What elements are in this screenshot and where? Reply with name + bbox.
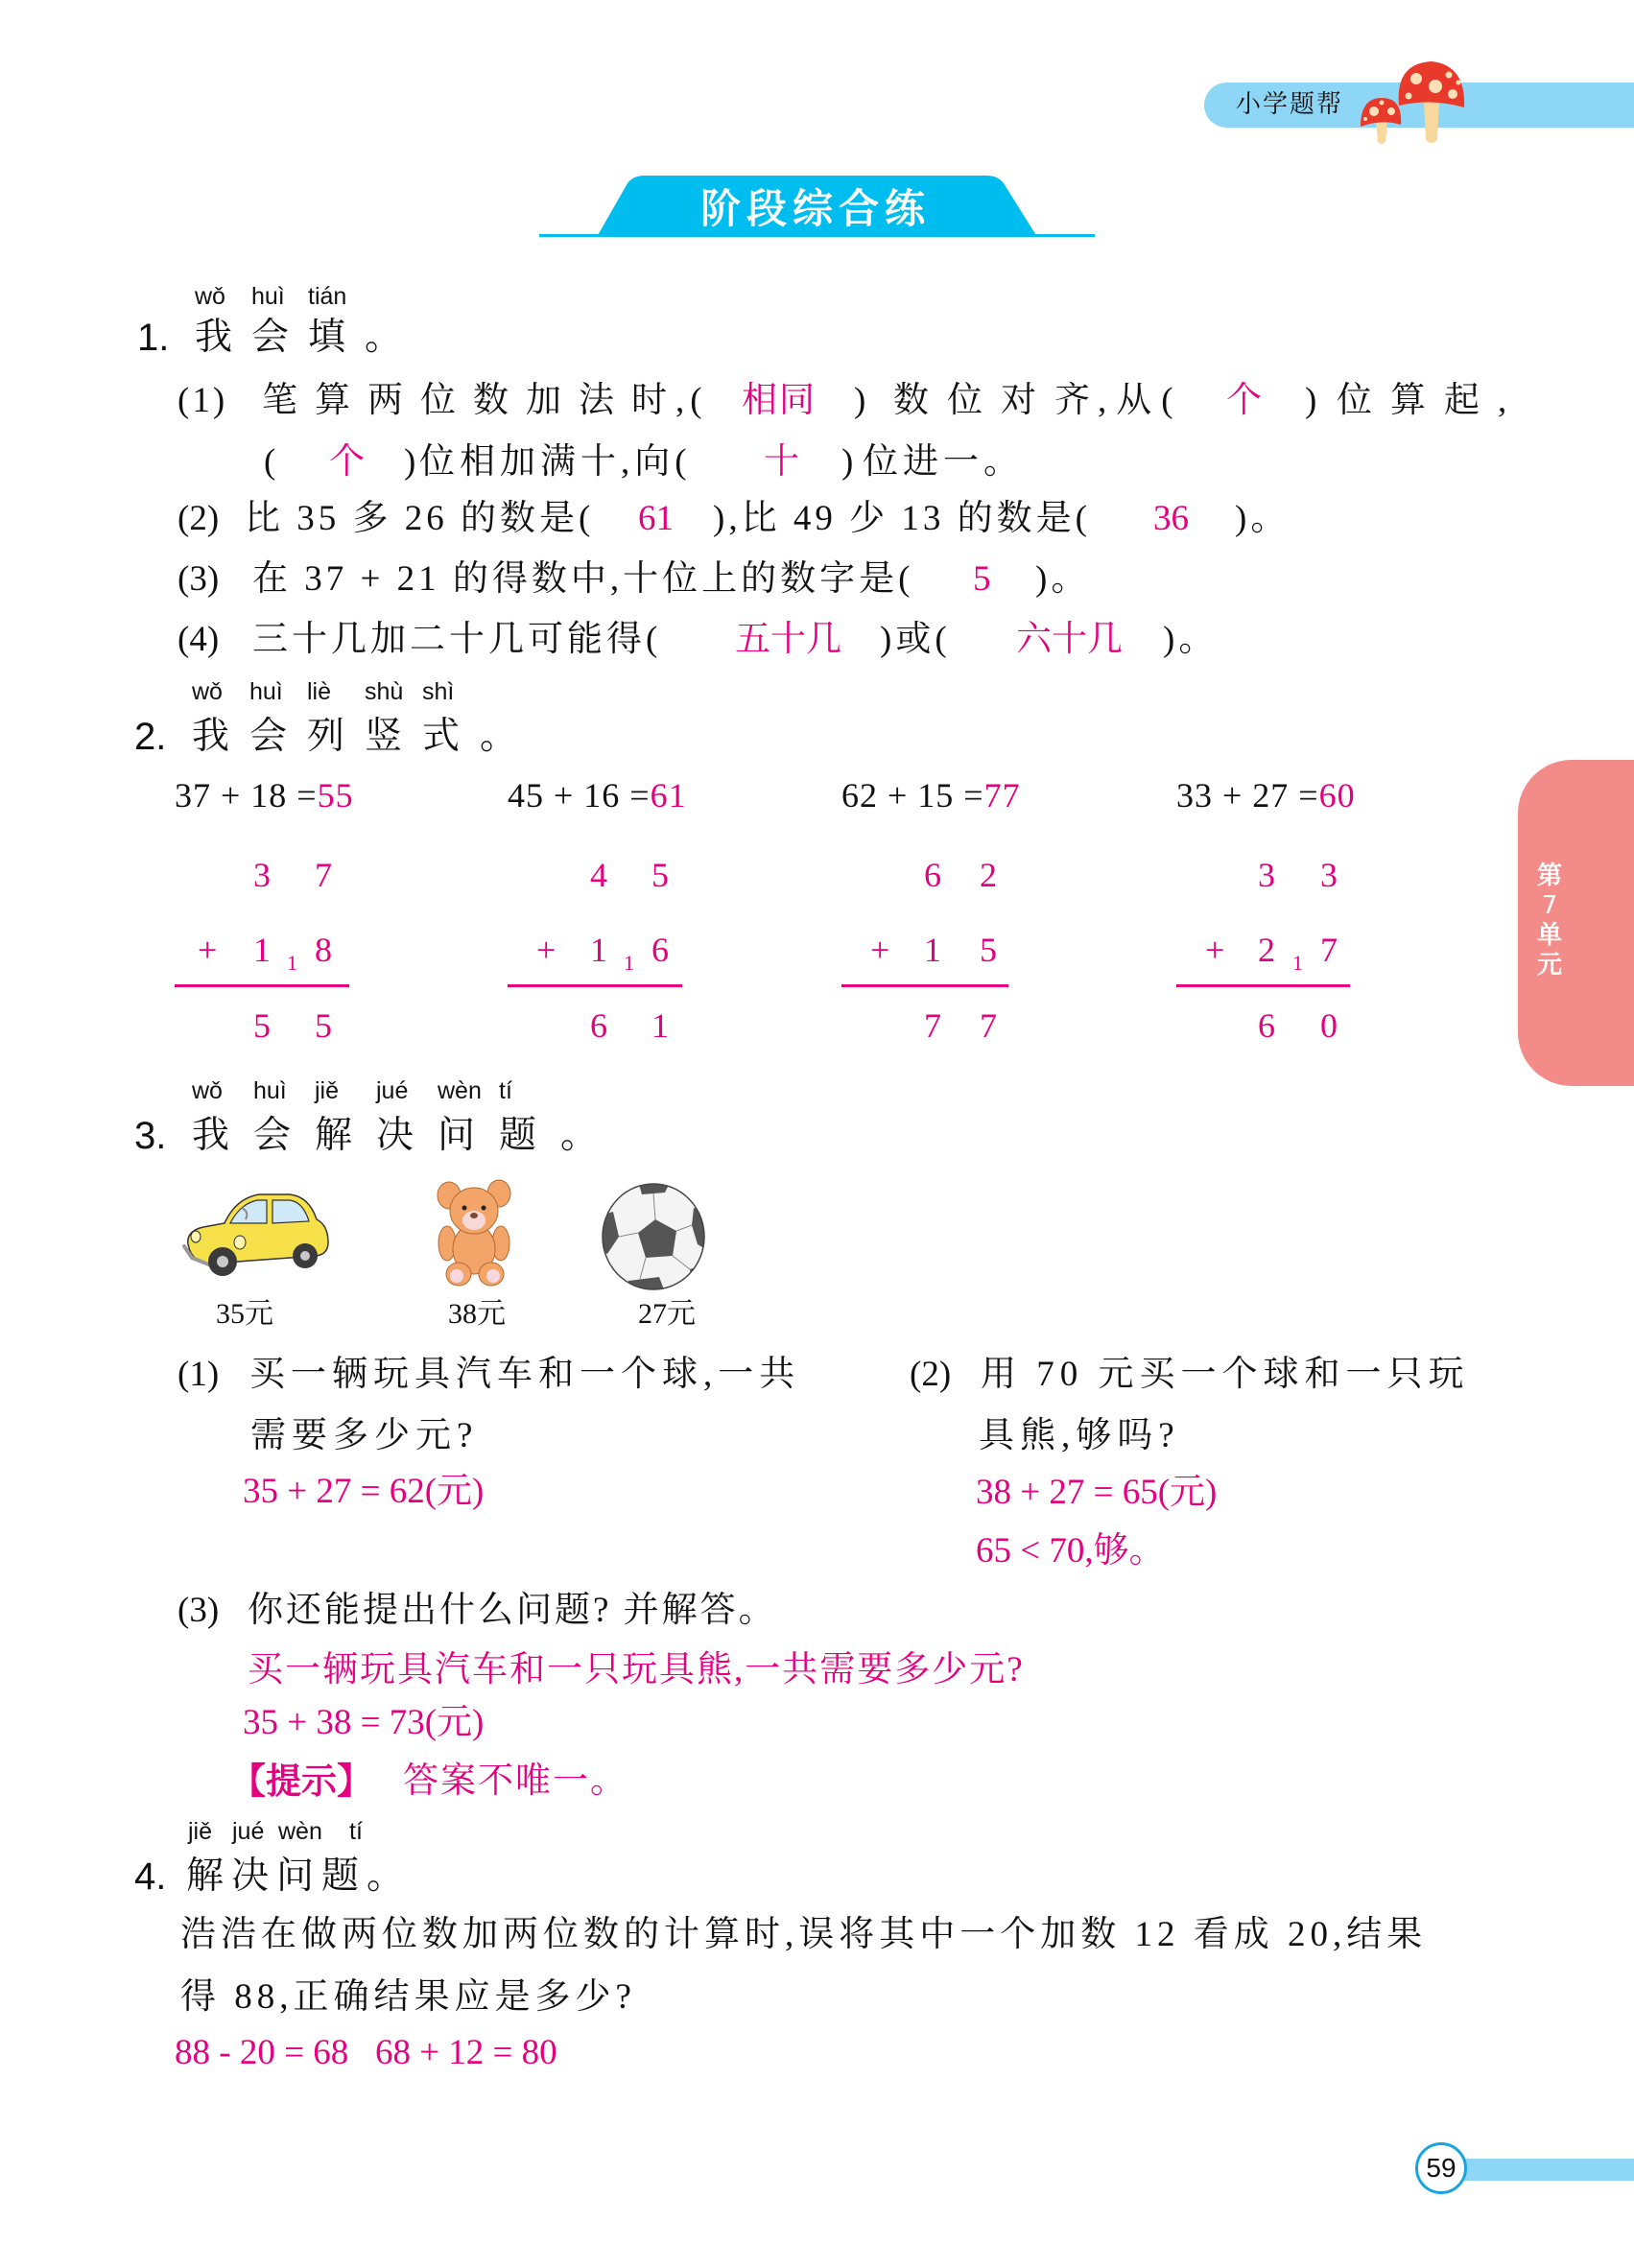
heading-char: 。 <box>365 317 403 358</box>
unit-tab-char: 第 <box>1536 862 1562 890</box>
digit: 3 <box>253 856 271 894</box>
heading-char: 决 <box>376 1115 414 1156</box>
digit: 5 <box>315 1006 332 1045</box>
digit: 4 <box>590 856 607 894</box>
q1-heading <box>137 315 421 361</box>
digit: 6 <box>651 931 669 969</box>
question-text: 买一辆玩具汽车和一个球,一共 <box>249 1355 801 1394</box>
item-label: (1) <box>178 1355 220 1394</box>
toy-car-icon <box>182 1187 332 1281</box>
question-number: 3. <box>134 1114 167 1157</box>
question-text: ) <box>841 442 854 482</box>
digit: 2 <box>1258 931 1275 969</box>
vertical-calculation <box>841 774 1033 1052</box>
heading-char: 问 <box>438 1115 476 1156</box>
teddy-bear-icon <box>434 1176 514 1288</box>
pinyin-syllable: jué <box>376 1077 409 1104</box>
question-text: 位算起, <box>1337 381 1526 420</box>
equation-expression: 62 + 15 = <box>841 776 984 815</box>
plus-sign: + <box>1205 931 1225 969</box>
question-text: 三十几加二十几可能得( <box>252 620 662 659</box>
pinyin-syllable: wǒ <box>195 283 225 310</box>
pinyin-syllable: wǒ <box>192 678 223 705</box>
answer-question: 买一辆玩具汽车和一只玩具熊,一共需要多少元? <box>248 1650 1025 1689</box>
item-label: (3) <box>178 1591 220 1630</box>
heading-char: 。 <box>480 716 518 757</box>
page-title: 阶段综合练 <box>699 185 931 232</box>
heading-char: 解 <box>315 1115 353 1156</box>
digit: 1 <box>651 1006 669 1045</box>
question-text: 笔算两位数加法时 <box>262 381 684 420</box>
question-text: 数位对齐 <box>893 381 1108 420</box>
heading-char: 。 <box>367 1855 405 1897</box>
pinyin-syllable: tián <box>308 283 347 310</box>
price-label: 38元 <box>448 1298 506 1330</box>
heading-char: 会 <box>249 716 288 757</box>
item-label: (3) <box>178 559 220 599</box>
answer-text: 六十几 <box>1016 620 1123 659</box>
answer-text: 个 <box>1226 381 1262 420</box>
vertical-calculation <box>1176 774 1368 1052</box>
soccer-ball-icon <box>600 1181 707 1292</box>
question-text: 位进一。 <box>863 442 1024 482</box>
pinyin-syllable: wèn <box>278 1818 322 1845</box>
unit-tab-char: 元 <box>1536 951 1562 980</box>
q2-heading <box>134 714 537 760</box>
question-text: ) <box>404 442 416 482</box>
question-text: 在 37 + 21 的得数中,十位上的数字是( <box>252 559 914 599</box>
equation <box>508 774 687 816</box>
question-text: 用 70 元买一个球和一只玩 <box>981 1355 1470 1394</box>
q3-pinyin <box>192 1075 560 1106</box>
heading-char: 解 <box>186 1855 225 1897</box>
question-number: 1. <box>137 316 170 359</box>
plus-sign: + <box>870 931 890 969</box>
question-text: 具熊,够吗? <box>979 1416 1180 1455</box>
unit-tab-char: 单 <box>1536 921 1562 950</box>
heading-char: 式 <box>422 716 461 757</box>
sum-line <box>1176 984 1350 987</box>
digit: 7 <box>1320 931 1338 969</box>
plus-sign: + <box>198 931 218 969</box>
digit: 1 <box>253 931 271 969</box>
heading-char: 。 <box>560 1115 599 1156</box>
heading-char: 题 <box>321 1855 360 1897</box>
digit: 6 <box>590 1006 607 1045</box>
question-text: )。 <box>1235 499 1291 538</box>
carry-digit: 1 <box>624 951 634 975</box>
item-label: (2) <box>910 1355 952 1394</box>
q3-heading <box>134 1113 622 1159</box>
heading-char: 填 <box>308 317 346 358</box>
carry-digit: 1 <box>287 951 297 975</box>
heading-char: 问 <box>276 1855 315 1897</box>
question-text: ) <box>854 381 866 420</box>
price-label: 35元 <box>216 1298 273 1330</box>
question-text: )。 <box>1035 559 1091 599</box>
pinyin-syllable: shù <box>365 678 404 705</box>
carry-digit: 1 <box>1292 951 1303 975</box>
digit: 1 <box>924 931 941 969</box>
heading-char: 决 <box>231 1855 270 1897</box>
question-text: 你还能提出什么问题? 并解答。 <box>248 1591 777 1630</box>
question-text: ) <box>1305 381 1317 420</box>
question-text: 位相加满十,向( <box>419 442 692 482</box>
answer-text: 35 + 27 = 62(元) <box>243 1472 485 1511</box>
heading-char: 列 <box>307 716 345 757</box>
digit: 7 <box>980 1006 997 1045</box>
pinyin-syllable: shì <box>422 678 455 705</box>
pinyin-syllable: tí <box>349 1818 363 1845</box>
question-text: 得 88,正确结果应是多少? <box>180 1977 636 2017</box>
hint-text: 答案不唯一。 <box>403 1761 628 1801</box>
unit-tab-char: 7 <box>1541 891 1558 920</box>
answer-text: 36 <box>1153 499 1189 538</box>
digit: 8 <box>315 931 332 969</box>
digit: 7 <box>315 856 332 894</box>
answer-text: 65 < 70,够。 <box>976 1531 1165 1571</box>
question-number: 4. <box>134 1855 167 1898</box>
item-label: (2) <box>178 499 220 538</box>
question-number: 2. <box>134 715 167 758</box>
answer-text: 十 <box>764 442 799 482</box>
heading-char: 会 <box>251 317 290 358</box>
vertical-calculation <box>508 774 699 1052</box>
question-text: 比 35 多 26 的数是( <box>245 499 595 538</box>
q4-heading <box>134 1854 412 1900</box>
heading-char: 我 <box>192 716 230 757</box>
question-text: ,( <box>675 381 708 420</box>
sum-line <box>841 984 1008 987</box>
question-text: )或( <box>880 620 951 659</box>
hint-label: 【提示】 <box>230 1760 372 1802</box>
vertical-calculation <box>175 774 367 1052</box>
item-label: (1) <box>178 381 228 420</box>
pinyin-syllable: wǒ <box>192 1077 223 1104</box>
answer-text: 88 - 20 = 68 68 + 12 = 80 <box>175 2033 557 2072</box>
digit: 6 <box>1258 1006 1275 1045</box>
pinyin-syllable: jiě <box>188 1818 213 1845</box>
answer-text: 五十几 <box>735 620 841 659</box>
question-text: )。 <box>1163 620 1219 659</box>
price-label: 27元 <box>638 1298 696 1330</box>
digit: 3 <box>1258 856 1275 894</box>
sum-line <box>175 984 349 987</box>
equation <box>841 774 1021 816</box>
pinyin-syllable: jiě <box>315 1077 340 1104</box>
answer-text: 个 <box>329 442 365 482</box>
answer-text: 61 <box>638 499 674 538</box>
mushroom-icon <box>1353 58 1468 146</box>
question-text: ,从( <box>1098 381 1183 420</box>
item-label: (4) <box>178 620 220 659</box>
pinyin-syllable: liè <box>307 678 332 705</box>
question-text: ( <box>264 442 276 482</box>
pinyin-syllable: huì <box>251 283 285 310</box>
digit: 3 <box>1320 856 1338 894</box>
page-footer-bar <box>1458 2159 1634 2181</box>
q4-pinyin <box>188 1816 388 1847</box>
heading-char: 我 <box>192 1115 230 1156</box>
heading-char: 会 <box>253 1115 292 1156</box>
question-text: 需要多少元? <box>250 1416 479 1455</box>
digit: 0 <box>1320 1006 1338 1045</box>
heading-char: 我 <box>195 317 233 358</box>
heading-char: 题 <box>499 1115 537 1156</box>
equation-answer: 61 <box>650 776 687 815</box>
pinyin-syllable: huì <box>253 1077 287 1104</box>
equation-answer: 77 <box>983 776 1021 815</box>
digit: 5 <box>651 856 669 894</box>
unit-tab <box>1518 760 1634 1086</box>
equation-answer: 60 <box>1318 776 1356 815</box>
equation-expression: 45 + 16 = <box>508 776 651 815</box>
question-text: 浩浩在做两位数加两位数的计算时,误将其中一个加数 12 看成 20,结果 <box>180 1915 1428 1954</box>
pinyin-syllable: huì <box>249 678 283 705</box>
equation <box>175 774 354 816</box>
answer-text: 38 + 27 = 65(元) <box>976 1473 1218 1512</box>
digit: 7 <box>924 1006 941 1045</box>
answer-text: 35 + 38 = 73(元) <box>243 1703 485 1742</box>
pinyin-syllable: jué <box>232 1818 265 1845</box>
equation-expression: 37 + 18 = <box>175 776 318 815</box>
equation-expression: 33 + 27 = <box>1176 776 1319 815</box>
plus-sign: + <box>536 931 557 969</box>
digit: 5 <box>253 1006 271 1045</box>
pinyin-syllable: wèn <box>438 1077 482 1104</box>
answer-text: 相同 <box>742 381 817 420</box>
digit: 1 <box>590 931 607 969</box>
answer-text: 5 <box>973 559 991 599</box>
q2-pinyin <box>192 676 480 707</box>
page-number: 59 <box>1415 2142 1467 2194</box>
digit: 2 <box>980 856 997 894</box>
q1-pinyin <box>195 281 365 312</box>
question-text: ),比 49 少 13 的数是( <box>713 499 1091 538</box>
equation-answer: 55 <box>317 776 354 815</box>
brand-name: 小学题帮 <box>1236 90 1344 119</box>
digit: 6 <box>924 856 941 894</box>
digit: 5 <box>980 931 997 969</box>
equation <box>1176 774 1356 816</box>
sum-line <box>508 984 682 987</box>
pinyin-syllable: tí <box>499 1077 512 1104</box>
heading-char: 竖 <box>365 716 403 757</box>
